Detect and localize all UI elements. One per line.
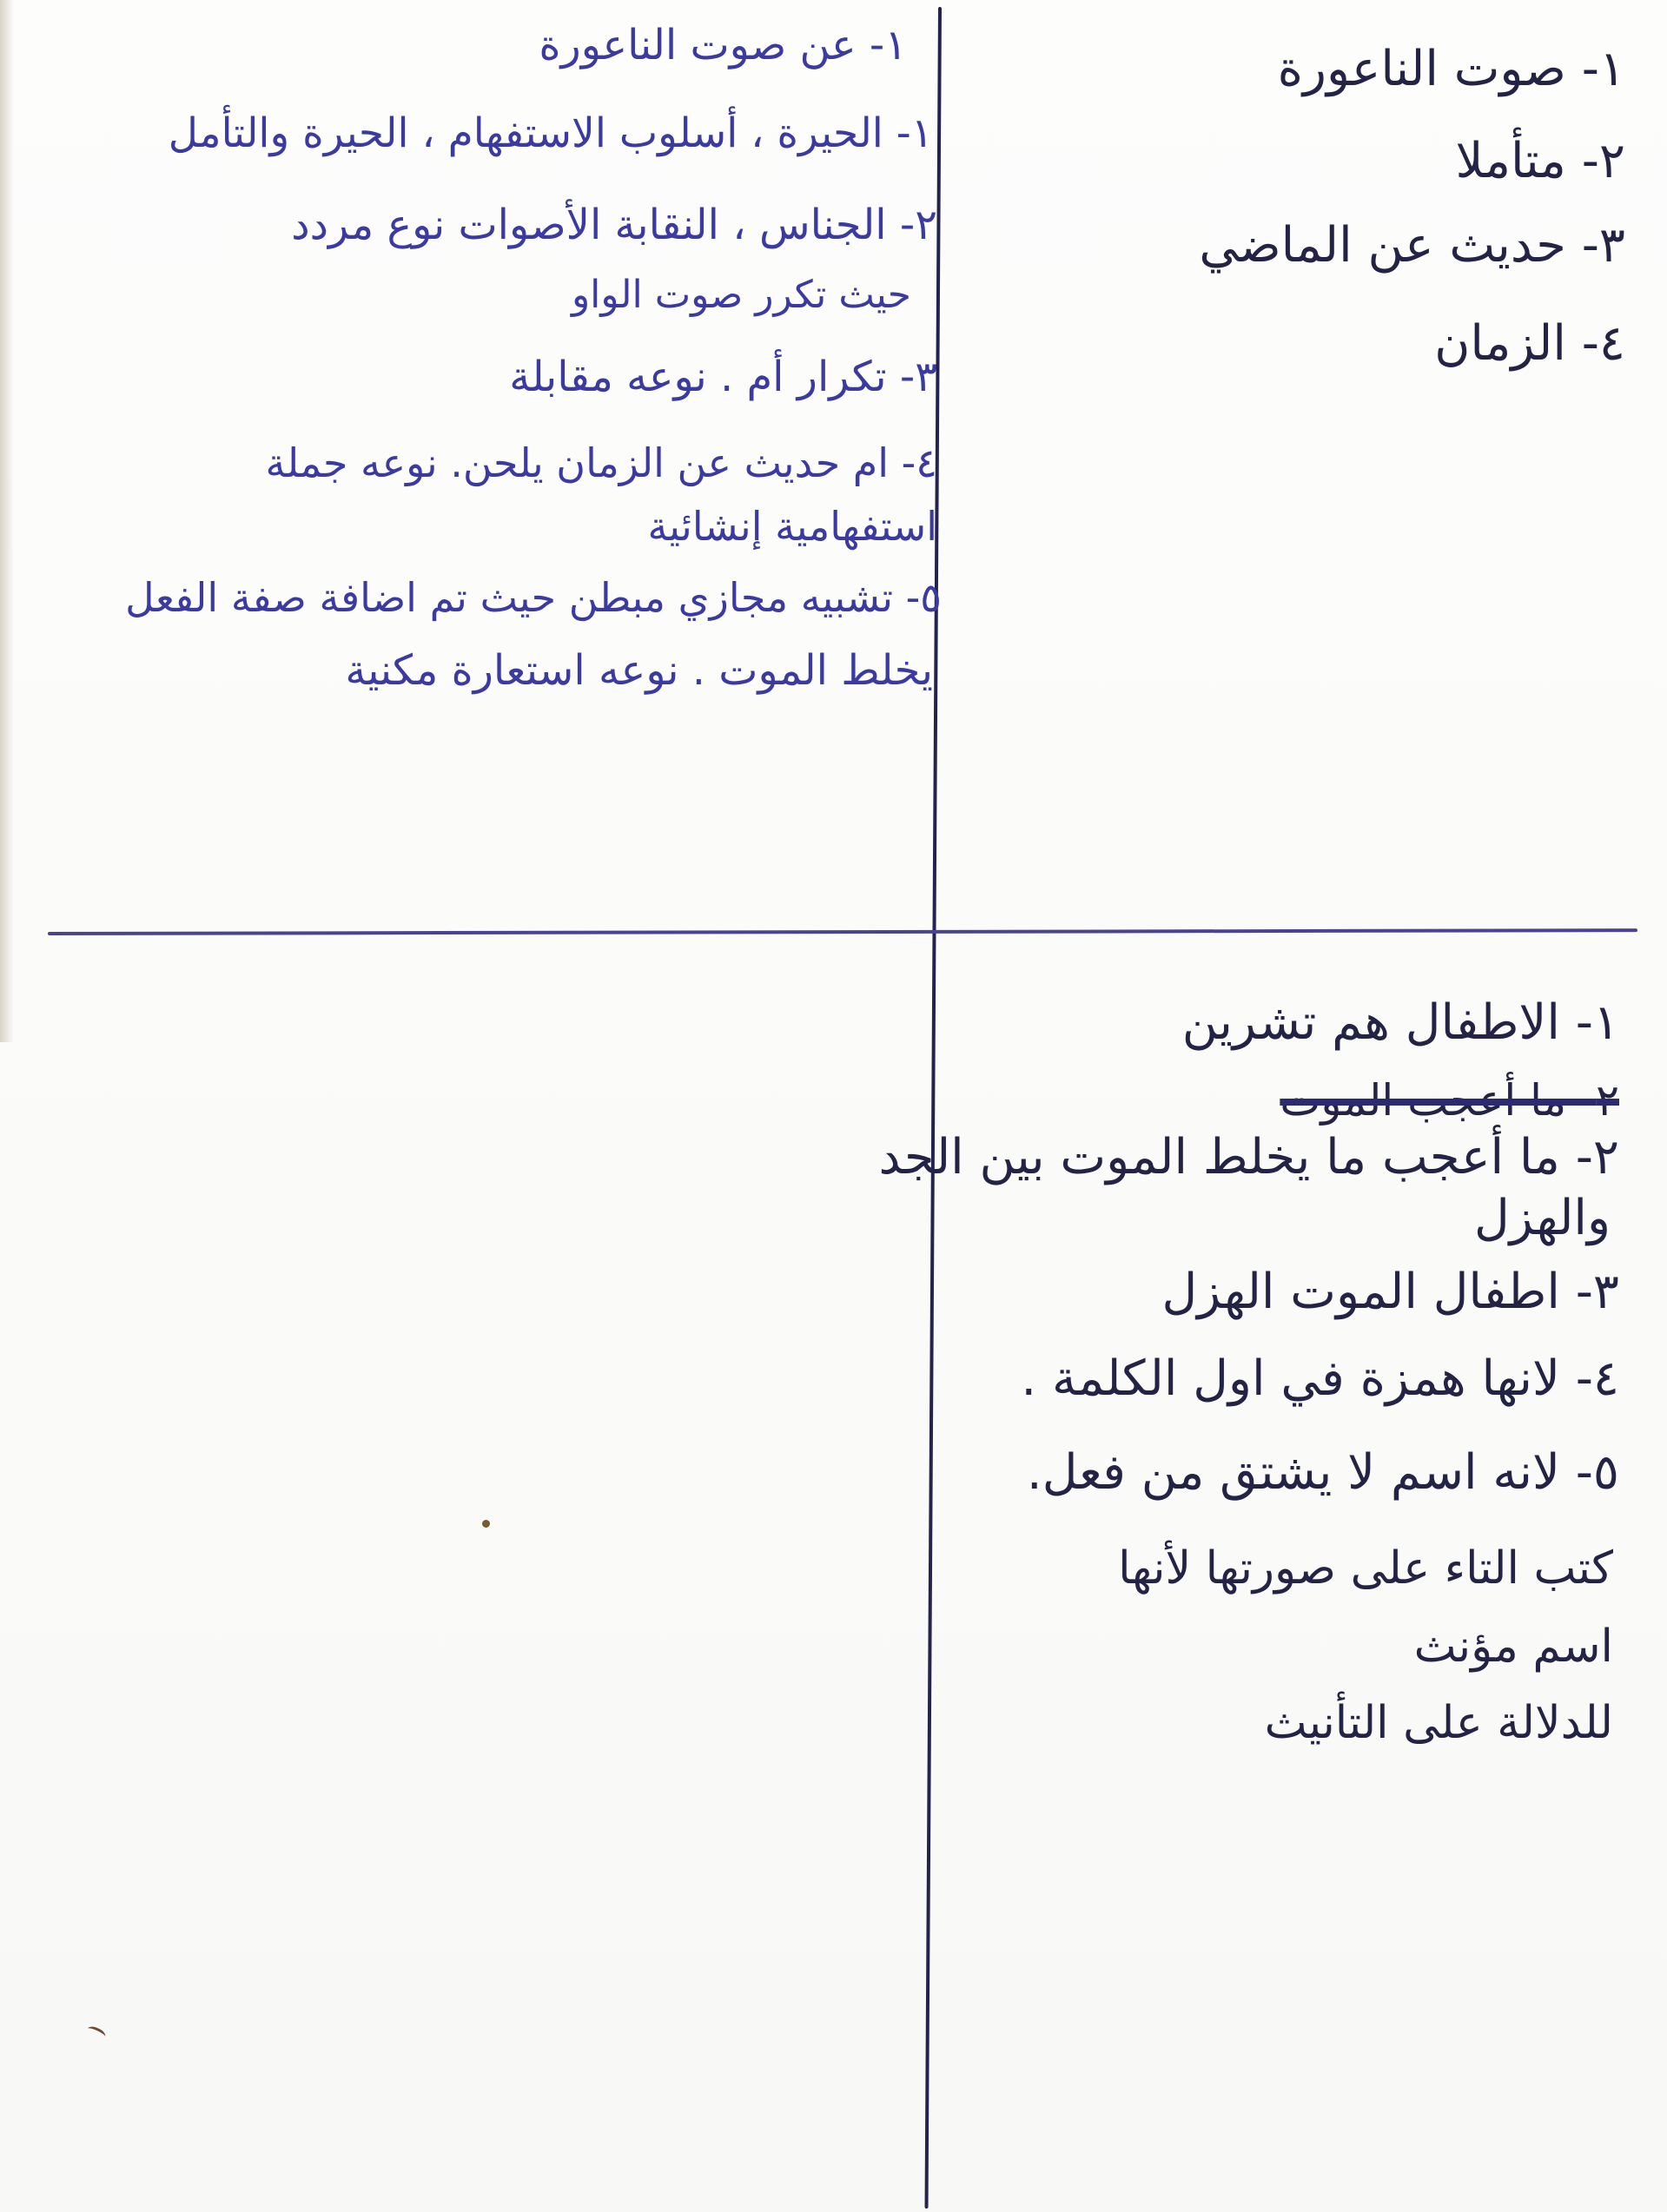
answer-line: ٤- الزمان: [1434, 315, 1625, 372]
answer-line: للدلالة على التأنيث: [1264, 1697, 1613, 1749]
answer-line: ٤- ام حديث عن الزمان يلحن. نوعه جملة: [265, 439, 937, 486]
crossed-out-line: ٢- ما أعجب الموت: [1280, 1075, 1619, 1126]
answer-line: استفهامية إنشائية: [647, 503, 937, 550]
answer-line: يخلط الموت . نوعه استعارة مكنية: [345, 646, 933, 695]
answer-line: ٣- حديث عن الماضي: [1199, 217, 1625, 274]
answer-line: اسم مؤنث: [1413, 1621, 1613, 1673]
answer-line: ٣- تكرار أم . نوعه مقابلة: [509, 353, 937, 401]
answer-line: كتب التاء على صورتها لأنها: [1118, 1542, 1613, 1595]
answer-line: ٢- الجناس ، النقابة الأصوات نوع مردد: [291, 201, 937, 249]
vertical-divider-line: [925, 7, 942, 2209]
horizontal-divider-line: [48, 928, 1637, 935]
page-edge-shadow: [0, 0, 14, 1042]
answer-line: والهزل: [1473, 1190, 1611, 1246]
answer-line: ٣- اطفال الموت الهزل: [1161, 1264, 1619, 1320]
answer-line: ١- الاطفال هم تشرين: [1181, 994, 1619, 1051]
answer-line: ٢- متأملا: [1455, 133, 1625, 189]
answer-line: ٤- لانها همزة في اول الكلمة .: [1021, 1350, 1619, 1407]
answer-line: حيث تكرر صوت الواو: [571, 273, 911, 317]
answer-line: ٥- لانه اسم لا يشتق من فعل.: [1026, 1444, 1619, 1501]
answer-line: ١- صوت الناعورة: [1277, 41, 1625, 97]
answer-line: ١- عن صوت الناعورة: [539, 21, 907, 69]
answer-line: ١- الحيرة ، أسلوب الاستفهام ، الحيرة والتأمل: [168, 109, 933, 157]
answer-line: ٢- ما أعجب ما يخلط الموت بين الجد: [878, 1129, 1619, 1185]
ink-speck: [482, 1520, 490, 1528]
answer-line: ٥- تشبيه مجازي مبطن حيث تم اضافة صفة الفعل: [125, 574, 942, 621]
pencil-mark: [86, 2024, 108, 2041]
